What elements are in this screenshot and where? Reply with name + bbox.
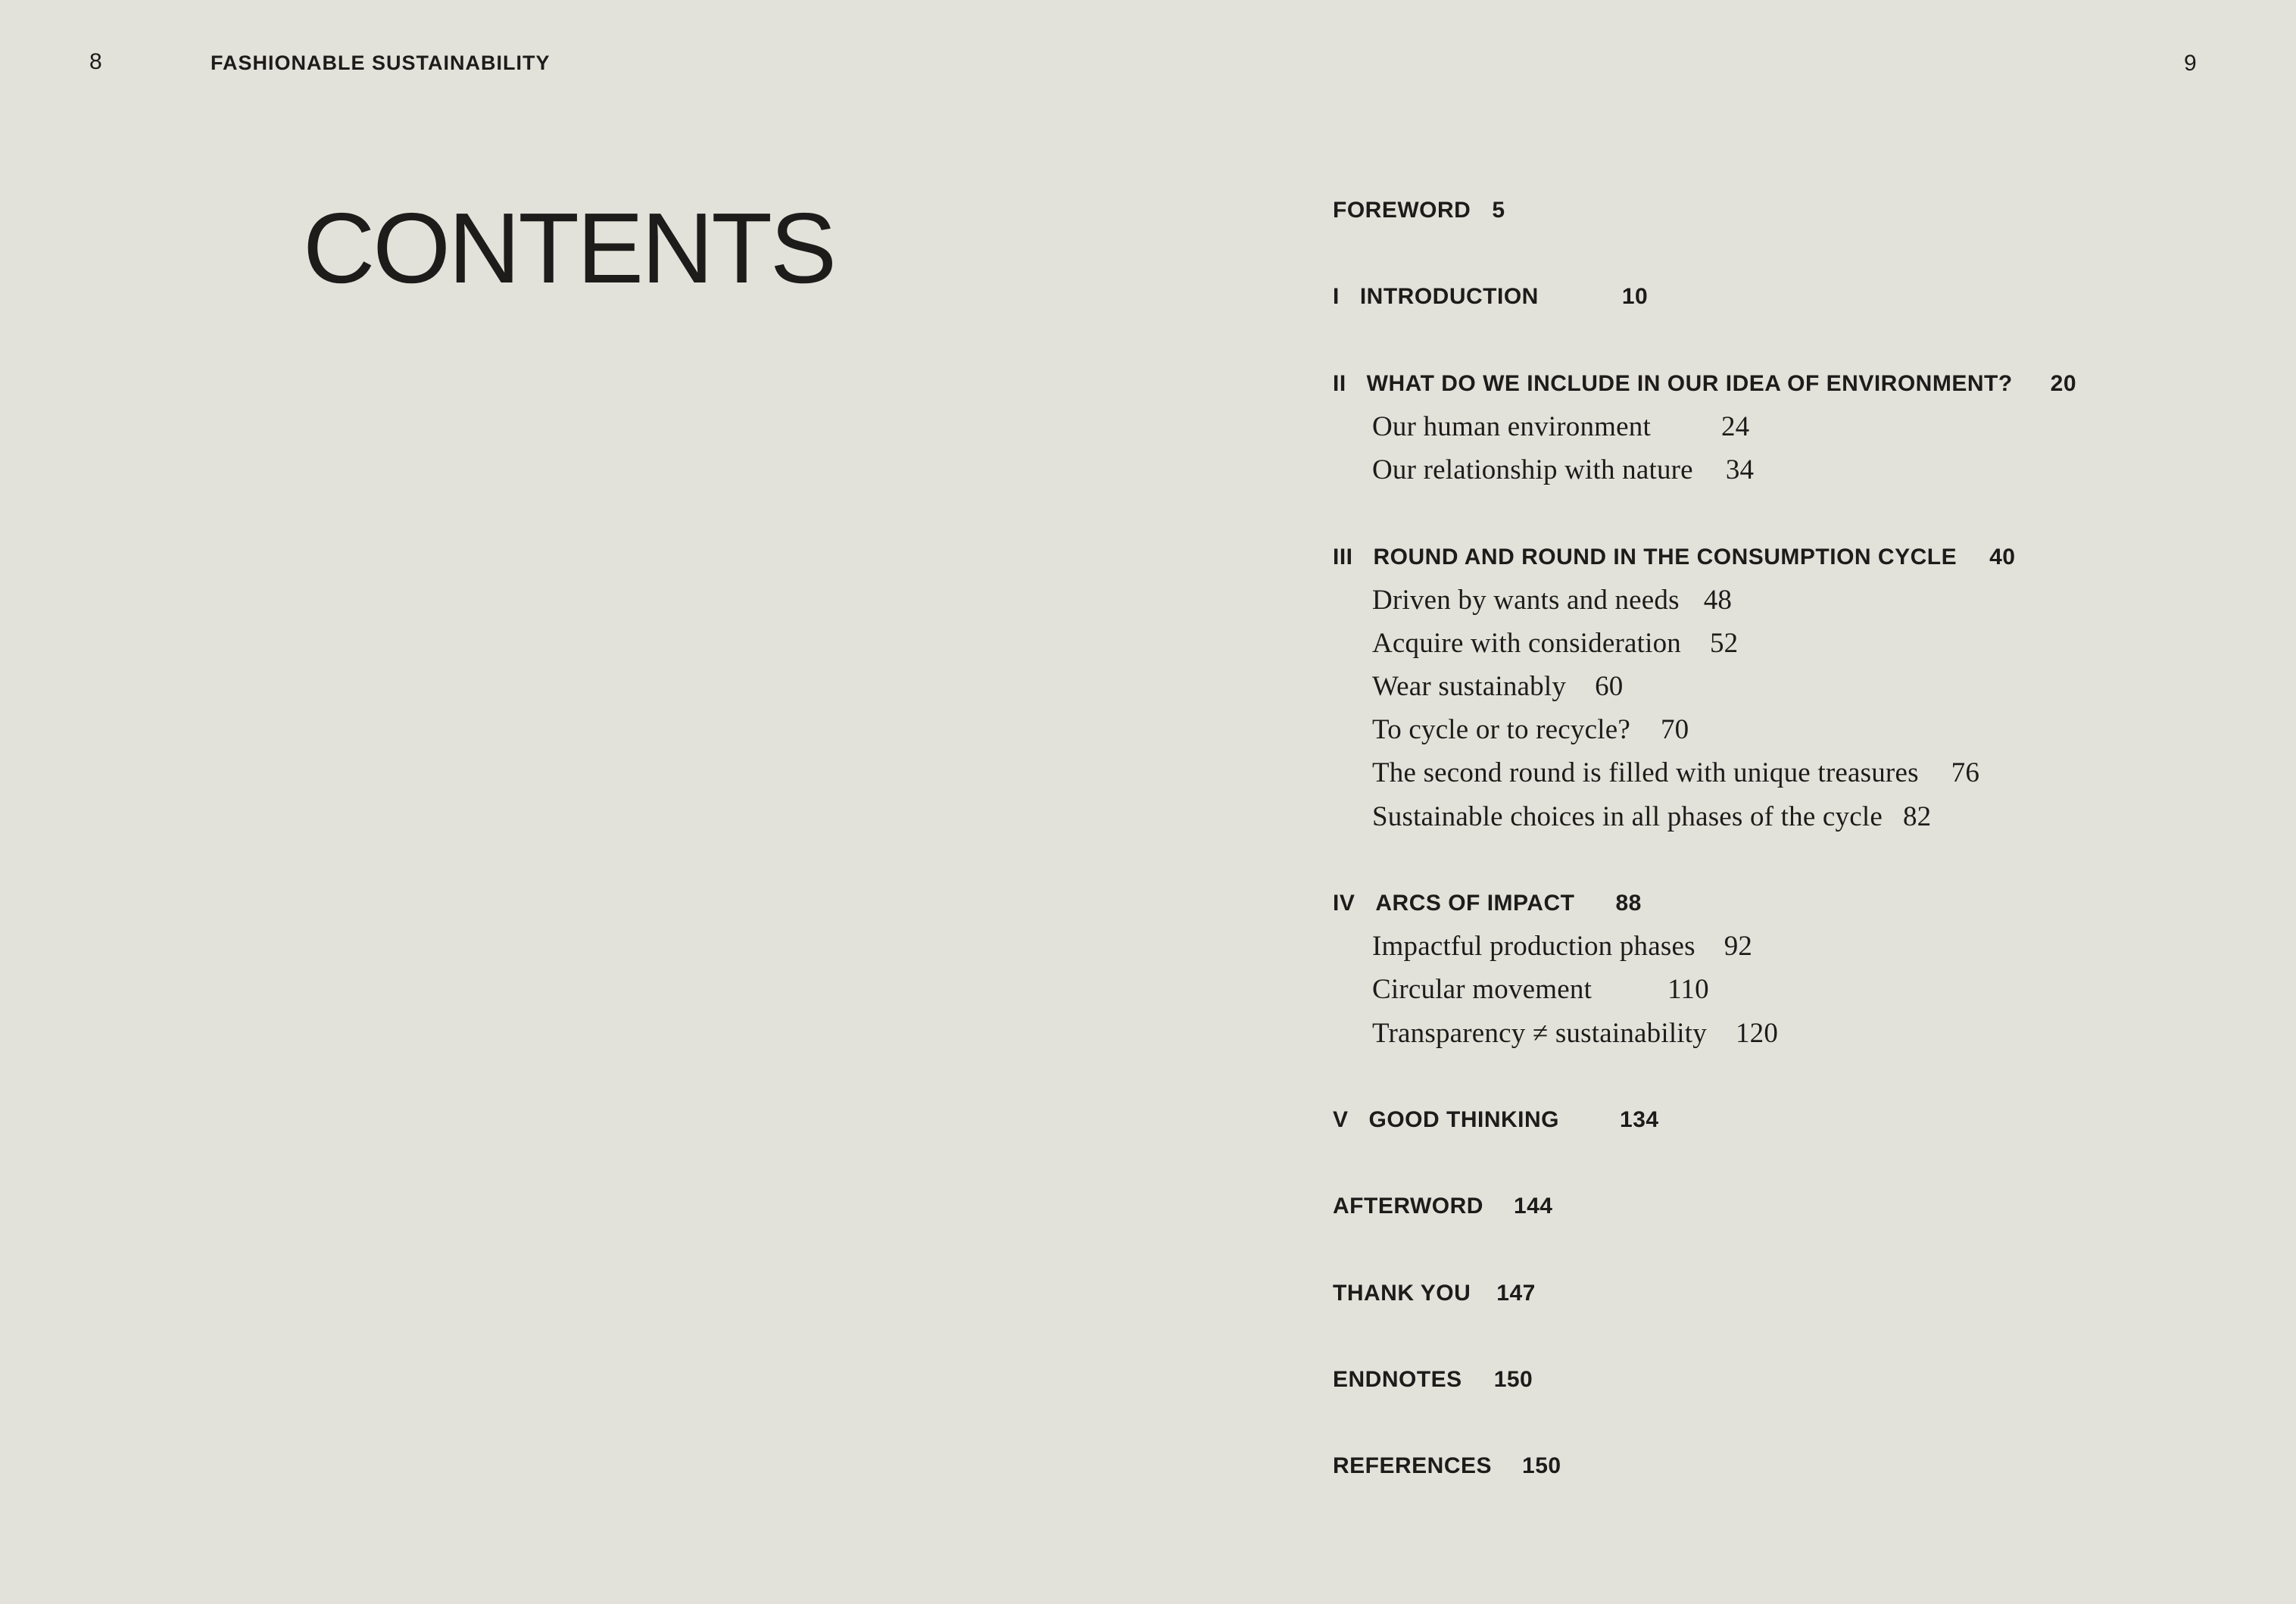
toc-entry-environment (1333, 362, 2226, 405)
toc-group-endnotes (1333, 1358, 2226, 1401)
toc-subentry (1333, 795, 2226, 838)
toc-subentry (1333, 968, 2226, 1011)
toc-subentry-label: The second round is filled with unique treasures (1372, 757, 1919, 789)
toc-entry-label: ENDNOTES (1333, 1367, 1462, 1393)
toc-entry-page: 88 (1615, 891, 1642, 916)
toc-group-references (1333, 1444, 2226, 1487)
toc-subentry-page: 70 (1660, 714, 1689, 746)
toc-subentry-page: 24 (1720, 410, 1750, 442)
toc-subentry (1333, 1012, 2226, 1055)
toc-entry-numeral: II (1333, 370, 1346, 396)
toc-entry-page: 150 (1522, 1453, 1561, 1479)
toc-subentry-page: 110 (1667, 974, 1709, 1006)
running-header: FASHIONABLE SUSTAINABILITY (211, 51, 551, 74)
toc-entry-page: 147 (1496, 1280, 1536, 1306)
toc-entry-thank-you (1333, 1272, 2226, 1315)
toc-subentry-label: Wear sustainably (1372, 671, 1567, 703)
toc-entry-page: 144 (1513, 1194, 1553, 1219)
toc-entry-consumption-cycle (1333, 535, 2226, 579)
toc-entry-label: GOOD THINKING (1368, 1106, 1560, 1132)
toc-entry-numeral: III (1333, 544, 1353, 570)
toc-subentry-label: Driven by wants and needs (1372, 584, 1680, 616)
toc-subentry-label: Transparency ≠ sustainability (1372, 1017, 1707, 1049)
toc-entry-page: 134 (1620, 1106, 1659, 1132)
toc-entry-label: INTRODUCTION (1359, 284, 1539, 310)
toc-subentry-page: 120 (1735, 1017, 1779, 1049)
toc-subentry-label: Our human environment (1372, 410, 1651, 442)
toc-group-foreword (1333, 189, 2226, 232)
toc-entry-page: 5 (1492, 198, 1505, 223)
toc-entry-page: 10 (1621, 284, 1649, 310)
toc-group-introduction (1333, 275, 2226, 318)
toc-subentry (1333, 579, 2226, 622)
toc-group-consumption-cycle (1333, 535, 2226, 838)
toc-entry-numeral: I (1333, 284, 1340, 310)
toc-entry-numeral: V (1333, 1106, 1349, 1132)
toc-subentry (1333, 751, 2226, 794)
toc-subentry (1333, 665, 2226, 708)
toc-subentry-page: 92 (1724, 931, 1753, 963)
page-title: CONTENTS (303, 192, 834, 304)
toc-group-arcs-of-impact (1333, 882, 2226, 1055)
toc-entry-label: AFTERWORD (1333, 1194, 1483, 1219)
toc-entry-page: 20 (2050, 370, 2077, 396)
toc-subentry (1333, 622, 2226, 665)
toc-entry-foreword (1333, 189, 2226, 232)
toc-subentry-page: 34 (1725, 454, 1755, 486)
toc-subentry-label: Sustainable choices in all phases of the cycle (1372, 800, 1883, 832)
toc-entry-afterword (1333, 1184, 2226, 1228)
toc-subentry-page: 76 (1951, 757, 1980, 789)
toc-entry-numeral: IV (1333, 891, 1355, 916)
toc-entry-label: ARCS OF IMPACT (1375, 891, 1575, 916)
toc-group-good-thinking (1333, 1098, 2226, 1141)
toc-entry-page: 150 (1493, 1367, 1533, 1393)
toc-entry-label: REFERENCES (1333, 1453, 1493, 1479)
toc-subentry (1333, 405, 2226, 448)
toc-subentry (1333, 448, 2226, 491)
toc-group-environment (1333, 362, 2226, 492)
toc-subentry-label: Our relationship with nature (1372, 454, 1693, 486)
toc-entry-label: WHAT DO WE INCLUDE IN OUR IDEA OF ENVIRONMENT? (1366, 370, 2013, 396)
toc-subentry-page: 82 (1902, 800, 1932, 832)
toc-subentry-label: Acquire with consideration (1372, 627, 1681, 659)
toc-subentry-page: 48 (1703, 584, 1733, 616)
toc-entry-references (1333, 1444, 2226, 1487)
toc-subentry (1333, 708, 2226, 751)
toc-subentry (1333, 925, 2226, 968)
toc-subentry-label: To cycle or to recycle? (1372, 714, 1630, 746)
toc-subentry-page: 60 (1595, 671, 1624, 703)
toc-entry-endnotes (1333, 1358, 2226, 1401)
toc-entry-label: ROUND AND ROUND IN THE CONSUMPTION CYCLE (1373, 544, 1958, 570)
table-of-contents (1333, 189, 2226, 1488)
right-page-number: 9 (2184, 51, 2197, 76)
toc-entry-label: THANK YOU (1333, 1280, 1471, 1306)
toc-subentry-label: Impactful production phases (1372, 931, 1695, 963)
toc-entry-label: FOREWORD (1333, 198, 1471, 223)
toc-subentry-label: Circular movement (1372, 974, 1593, 1006)
toc-entry-introduction (1333, 275, 2226, 318)
left-page-number: 8 (89, 49, 102, 74)
toc-entry-arcs-of-impact (1333, 882, 2226, 925)
toc-entry-page: 40 (1989, 544, 2016, 570)
toc-group-thank-you (1333, 1272, 2226, 1315)
toc-entry-good-thinking (1333, 1098, 2226, 1141)
toc-group-afterword (1333, 1184, 2226, 1228)
toc-subentry-page: 52 (1709, 627, 1739, 659)
